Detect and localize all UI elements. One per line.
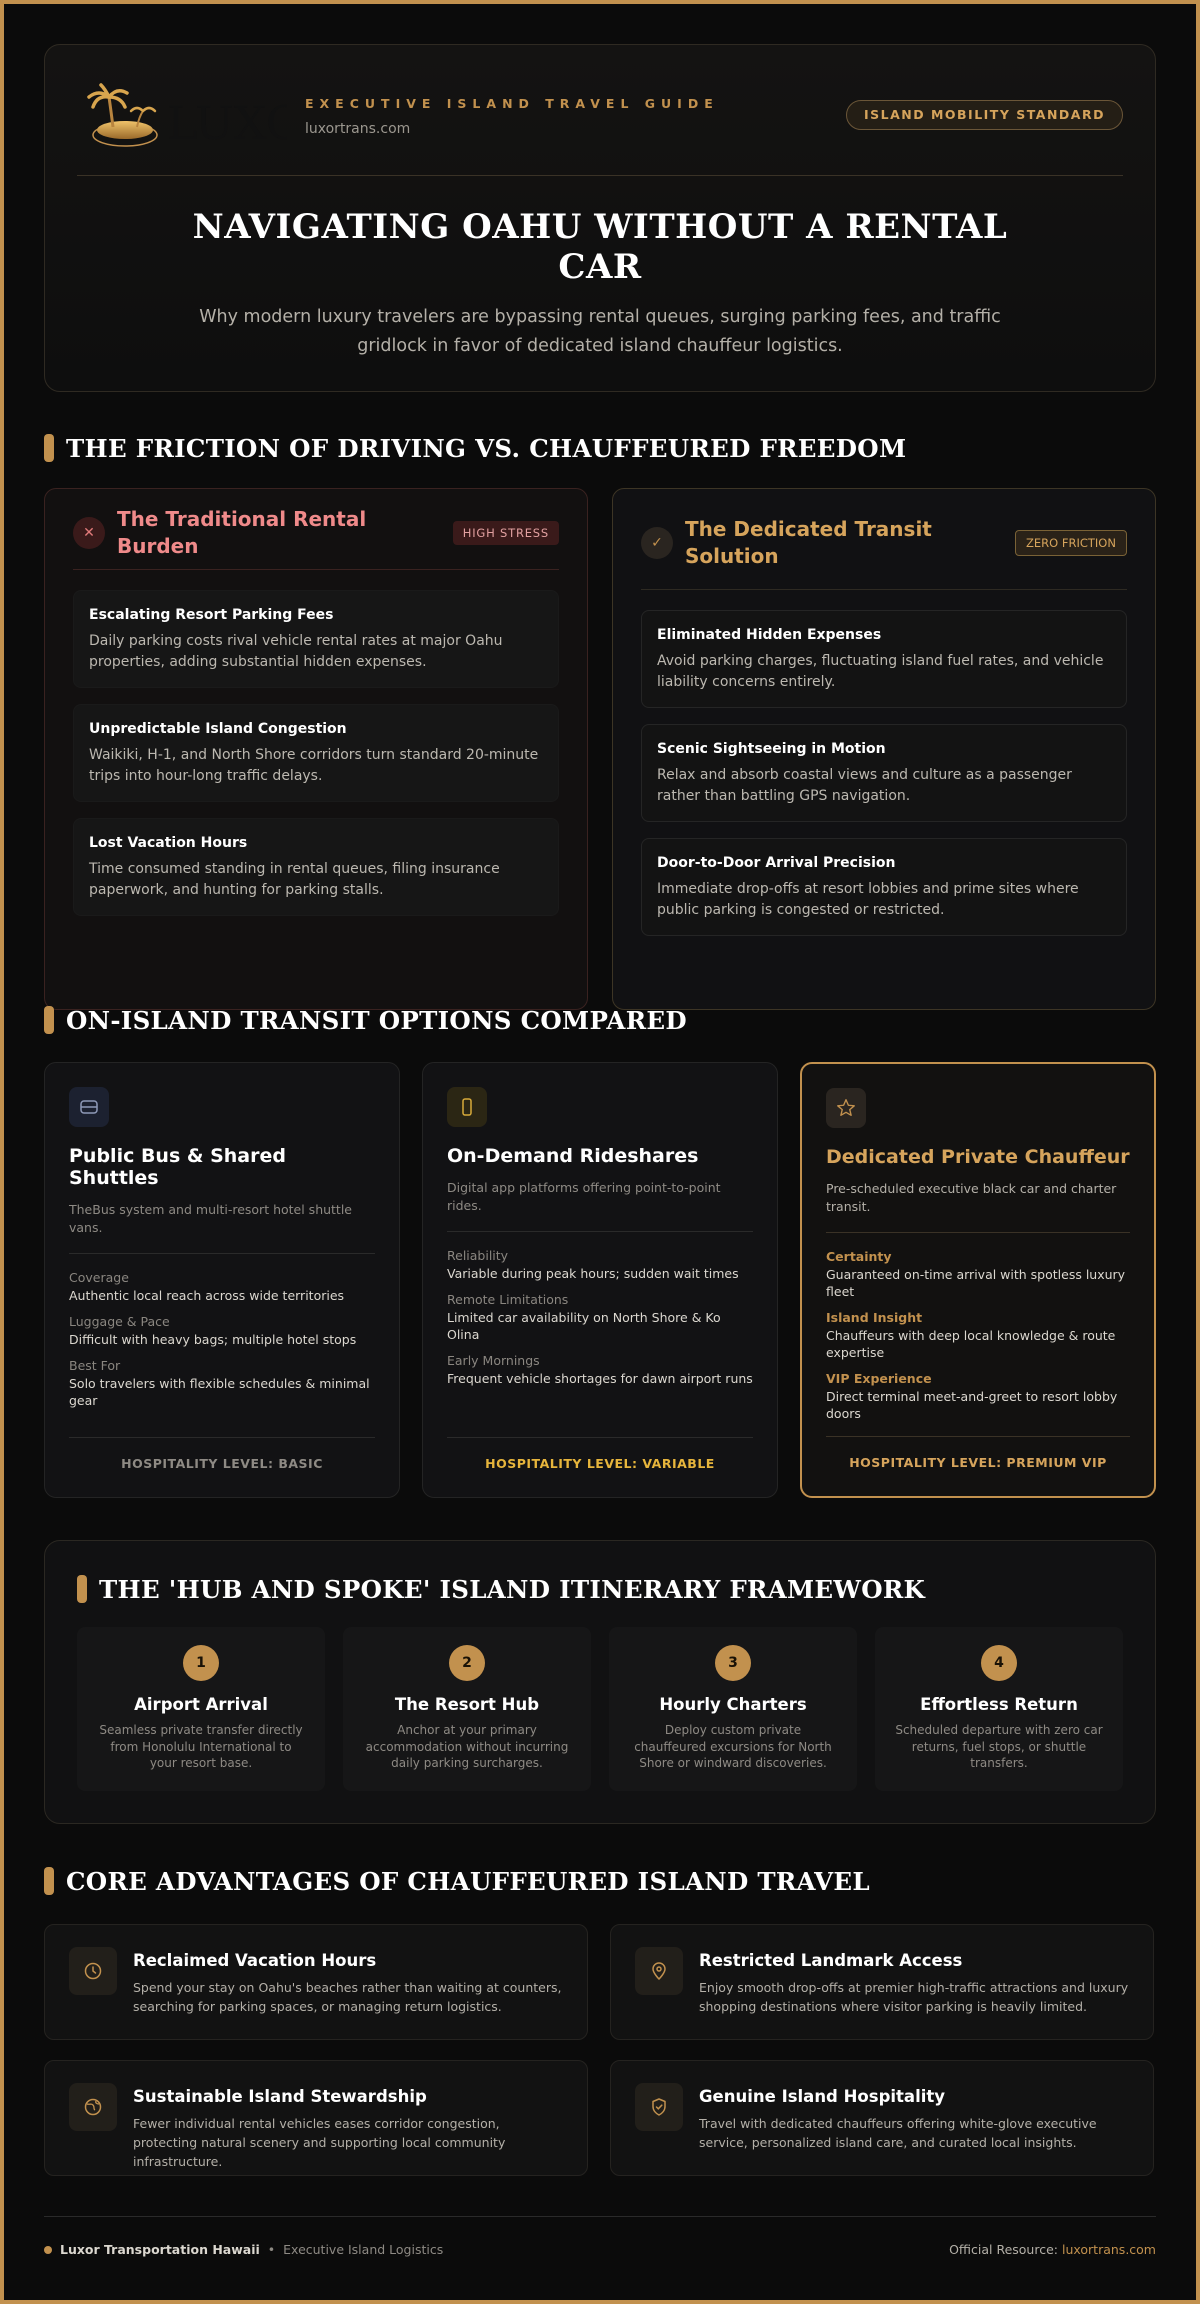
section-accent-bar bbox=[44, 1867, 54, 1895]
option-key: Early Mornings bbox=[447, 1353, 540, 1368]
brand-tagline: EXECUTIVE ISLAND TRAVEL GUIDE bbox=[305, 96, 719, 111]
card-title: The Dedicated Transit Solution bbox=[685, 517, 932, 568]
advantage-desc: Travel with dedicated chauffeurs offering white-glove executive service, personalized island care, and curated local insights. bbox=[699, 2116, 1097, 2150]
option-value: Difficult with heavy bags; multiple hotel stops bbox=[69, 1332, 357, 1347]
advantage-desc: Fewer individual rental vehicles eases corridor congestion, protecting natural scenery and supporting local community infrastructure. bbox=[133, 2116, 506, 2169]
high-stress-badge: HIGH STRESS bbox=[453, 521, 559, 545]
transit-solution-card bbox=[612, 488, 1156, 1010]
option-divider bbox=[69, 1253, 375, 1254]
advantage-body bbox=[699, 1947, 1129, 2017]
luxor-logo[interactable] bbox=[87, 83, 287, 163]
step-card bbox=[343, 1627, 591, 1791]
option-key: Coverage bbox=[69, 1270, 129, 1285]
section-title: ON-ISLAND TRANSIT OPTIONS COMPARED bbox=[66, 1005, 687, 1035]
option-desc: Digital app platforms offering point-to-point rides. bbox=[447, 1180, 721, 1213]
option-divider bbox=[826, 1232, 1130, 1233]
option-desc: TheBus system and multi-resort hotel shuttle vans. bbox=[69, 1202, 353, 1235]
option-key: Island Insight bbox=[826, 1310, 923, 1325]
footer-tagline: Executive Island Logistics bbox=[283, 2242, 444, 2257]
step-card bbox=[875, 1627, 1123, 1791]
item-desc: Avoid parking charges, fluctuating island fuel rates, and vehicle liability concerns entirely. bbox=[657, 653, 1104, 690]
step-number: 2 bbox=[449, 1645, 485, 1681]
hospitality-level-label: HOSPITALITY LEVEL: PREMIUM VIP bbox=[826, 1436, 1130, 1470]
option-value: Solo travelers with flexible schedules & minimal gear bbox=[69, 1376, 370, 1408]
itinerary-framework-card bbox=[44, 1540, 1156, 1824]
option-title: Public Bus & Shared Shuttles bbox=[69, 1145, 286, 1189]
section-title: THE 'HUB AND SPOKE' ISLAND ITINERARY FRAMEWORK bbox=[99, 1574, 926, 1604]
step-number: 4 bbox=[981, 1645, 1017, 1681]
footer-resource-link[interactable]: luxortrans.com bbox=[1061, 2242, 1156, 2257]
section-accent-bar bbox=[44, 434, 54, 462]
smartphone-icon bbox=[447, 1087, 487, 1127]
star-icon bbox=[826, 1088, 866, 1128]
step-desc: Scheduled departure with zero car returns, fuel stops, or shuttle transfers. bbox=[895, 1723, 1103, 1770]
option-key: VIP Experience bbox=[826, 1371, 932, 1386]
option-card-private-chauffeur bbox=[800, 1062, 1156, 1498]
advantage-body bbox=[699, 2083, 1129, 2153]
step-title: The Resort Hub bbox=[394, 1695, 540, 1714]
page-content bbox=[44, 44, 1156, 2257]
option-value: Authentic local reach across wide territories bbox=[69, 1288, 345, 1303]
advantage-title: Restricted Landmark Access bbox=[699, 1951, 963, 1970]
option-title: On-Demand Rideshares bbox=[447, 1145, 699, 1167]
advantage-title: Sustainable Island Stewardship bbox=[133, 2087, 427, 2106]
step-card bbox=[77, 1627, 325, 1791]
option-key: Luggage & Pace bbox=[69, 1314, 170, 1329]
option-title: Dedicated Private Chauffeur bbox=[826, 1146, 1130, 1168]
list-item bbox=[73, 590, 559, 688]
step-desc: Deploy custom private chauffeured excursions for North Shore or windward discoveries. bbox=[634, 1723, 832, 1770]
item-desc: Time consumed standing in rental queues, filing insurance paperwork, and hunting for parking stalls. bbox=[89, 861, 500, 898]
check-icon: ✓ bbox=[641, 527, 673, 559]
brand-url[interactable]: luxortrans.com bbox=[305, 121, 411, 137]
list-item bbox=[73, 818, 559, 916]
shield-check-icon bbox=[635, 2083, 683, 2131]
footer-separator: • bbox=[267, 2242, 276, 2257]
brand-block bbox=[305, 96, 719, 137]
step-card bbox=[609, 1627, 857, 1791]
option-key: Reliability bbox=[447, 1248, 509, 1263]
mobility-standard-badge: ISLAND MOBILITY STANDARD bbox=[846, 100, 1123, 130]
section-title: THE FRICTION OF DRIVING VS. CHAUFFEURED FREEDOM bbox=[66, 433, 907, 463]
step-title: Effortless Return bbox=[920, 1695, 1078, 1714]
x-icon: ✕ bbox=[73, 517, 105, 549]
item-title: Escalating Resort Parking Fees bbox=[89, 607, 334, 623]
card-header bbox=[641, 515, 1127, 571]
hospitality-level-label: HOSPITALITY LEVEL: VARIABLE bbox=[447, 1437, 753, 1471]
card-divider bbox=[73, 569, 559, 570]
list-item bbox=[641, 610, 1127, 708]
header-divider bbox=[77, 175, 1123, 176]
item-desc: Waikiki, H-1, and North Shore corridors turn standard 20-minute trips into hour-long traffic delays. bbox=[89, 747, 539, 784]
item-title: Eliminated Hidden Expenses bbox=[657, 627, 882, 643]
option-value: Chauffeurs with deep local knowledge & route expertise bbox=[826, 1328, 1116, 1360]
step-desc: Seamless private transfer directly from Honolulu International to your resort base. bbox=[99, 1723, 303, 1770]
item-desc: Immediate drop-offs at resort lobbies and prime sites where public parking is congested or restricted. bbox=[657, 881, 1079, 918]
advantage-card bbox=[44, 2060, 588, 2176]
zero-friction-badge: ZERO FRICTION bbox=[1015, 530, 1127, 556]
footer-brand: Luxor Transportation Hawaii bbox=[60, 2242, 260, 2257]
map-pin-icon bbox=[635, 1947, 683, 1995]
section-heading-framework bbox=[77, 1573, 925, 1605]
footer-resource-label: Official Resource: bbox=[949, 2242, 1058, 2257]
bus-icon bbox=[69, 1087, 109, 1127]
item-title: Scenic Sightseeing in Motion bbox=[657, 741, 886, 757]
header-card bbox=[44, 44, 1156, 392]
advantage-title: Reclaimed Vacation Hours bbox=[133, 1951, 377, 1970]
advantage-card bbox=[610, 2060, 1154, 2176]
section-accent-bar bbox=[44, 1006, 54, 1034]
card-divider bbox=[641, 589, 1127, 590]
step-title: Hourly Charters bbox=[659, 1695, 807, 1714]
item-title: Door-to-Door Arrival Precision bbox=[657, 855, 896, 871]
rental-burden-card bbox=[44, 488, 588, 1010]
list-item bbox=[641, 838, 1127, 936]
clock-icon bbox=[69, 1947, 117, 1995]
item-desc: Relax and absorb coastal views and culture as a passenger rather than battling GPS navigation. bbox=[657, 767, 1072, 804]
step-number: 1 bbox=[183, 1645, 219, 1681]
advantage-body bbox=[133, 2083, 563, 2169]
globe-icon bbox=[69, 2083, 117, 2131]
list-item bbox=[641, 724, 1127, 822]
list-item bbox=[73, 704, 559, 802]
card-title: The Traditional Rental Burden bbox=[117, 507, 367, 558]
section-heading-friction bbox=[44, 432, 906, 464]
logo-wordmark: LUXO bbox=[167, 96, 287, 150]
page-subtitle: Why modern luxury travelers are bypassing rental queues, surging parking fees, and traffic gridlock in favor of dedicated island chauffeur logistics. bbox=[199, 307, 1001, 356]
step-number: 3 bbox=[715, 1645, 751, 1681]
step-title: Airport Arrival bbox=[134, 1695, 268, 1714]
option-divider bbox=[447, 1231, 753, 1232]
option-key: Remote Limitations bbox=[447, 1292, 569, 1307]
section-heading-options bbox=[44, 1004, 687, 1036]
framework-steps bbox=[77, 1627, 1123, 1791]
hospitality-level-label: HOSPITALITY LEVEL: BASIC bbox=[69, 1437, 375, 1471]
step-desc: Anchor at your primary accommodation without incurring daily parking surcharges. bbox=[365, 1723, 569, 1770]
footer-divider bbox=[44, 2216, 1156, 2217]
option-card-public-bus bbox=[44, 1062, 400, 1498]
footer-resource bbox=[949, 2242, 1156, 2257]
option-value: Guaranteed on-time arrival with spotless luxury fleet bbox=[826, 1267, 1126, 1299]
footer bbox=[44, 2242, 1156, 2257]
item-title: Unpredictable Island Congestion bbox=[89, 721, 347, 737]
section-accent-bar bbox=[77, 1575, 87, 1603]
page-title: NAVIGATING OAHU WITHOUT A RENTAL CAR bbox=[192, 207, 1008, 287]
advantage-title: Genuine Island Hospitality bbox=[699, 2087, 946, 2106]
option-key: Certainty bbox=[826, 1249, 892, 1264]
option-value: Frequent vehicle shortages for dawn airport runs bbox=[447, 1371, 753, 1386]
footer-dot bbox=[44, 2246, 52, 2254]
advantage-body bbox=[133, 1947, 563, 2017]
advantage-card bbox=[610, 1924, 1154, 2040]
card-header bbox=[73, 507, 559, 558]
advantage-desc: Enjoy smooth drop-offs at premier high-traffic attractions and luxury shopping destinations where visitor parking is heavily limited. bbox=[699, 1980, 1129, 2014]
section-title: CORE ADVANTAGES OF CHAUFFEURED ISLAND TRAVEL bbox=[66, 1866, 870, 1896]
advantage-card bbox=[44, 1924, 588, 2040]
option-card-rideshare bbox=[422, 1062, 778, 1498]
option-value: Direct terminal meet-and-greet to resort lobby doors bbox=[826, 1389, 1118, 1421]
item-title: Lost Vacation Hours bbox=[89, 835, 248, 851]
section-heading-advantages bbox=[44, 1865, 870, 1897]
option-value: Variable during peak hours; sudden wait times bbox=[447, 1266, 739, 1281]
option-desc: Pre-scheduled executive black car and charter transit. bbox=[826, 1181, 1117, 1214]
option-key: Best For bbox=[69, 1358, 121, 1373]
option-value: Limited car availability on North Shore & Ko Olina bbox=[447, 1310, 721, 1342]
advantage-desc: Spend your stay on Oahu's beaches rather than waiting at counters, searching for parking spaces, or managing return logistics. bbox=[133, 1980, 562, 2014]
item-desc: Daily parking costs rival vehicle rental rates at major Oahu properties, adding substantial hidden expenses. bbox=[89, 633, 503, 670]
